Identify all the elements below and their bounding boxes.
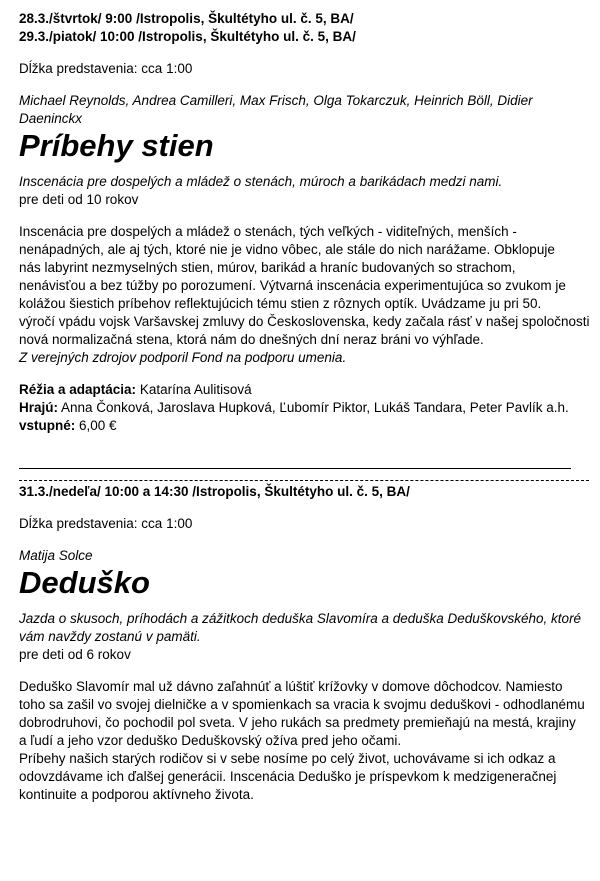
cast-label: Hrajú: — [19, 400, 59, 415]
event1-date-1: 28.3./štvrtok/ 9:00 /Istropolis, Škultétyho ul. č. 5, BA/ — [19, 11, 354, 26]
event2-title: Deduško — [19, 565, 150, 600]
event1-authors-line-1: Michael Reynolds, Andrea Camilleri, Max Frisch, Olga Tokarczuk, Heinrich Böll, Didier — [19, 93, 533, 108]
director-label: Réžia a adaptácia: — [19, 382, 137, 397]
event2-subtitle-line-1: Jazda o skusoch, príhodách a zážitkoch deduška Slavomíra a deduška Deduškovského, ktoré — [19, 611, 582, 626]
event1-price — [19, 417, 579, 435]
event2-date-1: 31.3./nedeľa/ 10:00 a 14:30 /Istropolis, Škultétyho ul. č. 5, BA/ — [19, 484, 410, 499]
program-document — [19, 10, 590, 804]
event2-description-line: Príbehy našich starých rodičov si v sebe nosíme po celý život, uchovávame si ich odkaz a — [19, 751, 556, 766]
event2-age: pre deti od 6 rokov — [19, 647, 131, 662]
event1-description-line: kolážou šiestich príbehov reflektujúcich tému stien z rôznych optík. Uvádzame ju pri 50. — [19, 296, 542, 311]
event1-support-note: Z verejných zdrojov podporil Fond na podporu umenia. — [19, 350, 347, 365]
event1-age: pre deti od 10 rokov — [19, 192, 139, 207]
event2-description — [19, 678, 585, 804]
event1-description — [19, 223, 590, 349]
event1-description-line: Inscenácia pre dospelých a mládež o stenách, tých veľkých - viditeľných, menších - — [19, 224, 517, 239]
event2-description-line: kontinuite a podporou aktívneho života. — [19, 787, 254, 802]
event1-description-line: nová normalizačná stena, ktorá nám do dnešných dní neraz bráni vo výhľade. — [19, 332, 484, 347]
event2-description-line: odovzdávame ich ďalšej generácii. Inscenácia Deduško je príspevkom k medzigeneračnej — [19, 769, 557, 784]
event2-description-line: Deduško Slavomír mal už dávno zaľahnúť a lúštiť krížovky v domove dôchodcov. Namiesto — [19, 679, 563, 694]
event1-description-line: nás labyrint nezmyselných stien, múrov, barikád a hraníc budovaných so strachom, — [19, 260, 516, 275]
event1-description-line: nenápadných, ale aj tých, ktoré nie je vidno vôbec, ale stále do nich narážame. Obklopuje — [19, 242, 555, 257]
event2-description-line: dobrodruhovi, čo pochodil pol sveta. V jeho rukách sa predmety premieňajú na mestá, krajiny — [19, 715, 576, 730]
event1-authors-line-2: Daeninckx — [19, 111, 83, 126]
event2-description-line: a ľudí a jeho vzor deduško Deduškovský ožíva pred jeho očami. — [19, 733, 402, 748]
director-name: Katarína Aulitisová — [136, 382, 252, 397]
event1-date-2: 29.3./piatok/ 10:00 /Istropolis, Škultétyho ul. č. 5, BA/ — [19, 29, 356, 44]
event1-description-line: nenávisťou a bez túžby po porozumení. Výtvarná inscenácia experimentujúca so zvukom je — [19, 278, 566, 293]
event2-description-line: toho sa zašil vo svojej dielničke a v spomienkach sa vracia k svojmu deduškovi - odhodlanému — [19, 697, 585, 712]
event1-subtitle: Inscenácia pre dospelých a mládež o stenách, múroch a barikádach medzi nami. — [19, 174, 503, 189]
event1-description-line: výročí vpádu vojsk Varšavskej zmluvy do Československa, kedy začala rásť v našej spoločnosti — [19, 314, 590, 329]
price-value: 6,00 € — [75, 418, 117, 433]
event2-author: Matija Solce — [19, 548, 93, 563]
event2-subtitle-line-2: vám navždy zostanú v pamäti. — [19, 629, 201, 644]
event2-duration: Dĺžka predstavenia: cca 1:00 — [19, 516, 193, 531]
event1-title: Príbehy stien — [19, 128, 214, 163]
event1-cast — [19, 399, 579, 417]
price-label: vstupné: — [19, 418, 76, 433]
event1-director — [19, 381, 579, 399]
event1-duration: Dĺžka predstavenia: cca 1:00 — [19, 61, 193, 76]
cast-names: Anna Čonková, Jaroslava Hupková, Ľubomír Piktor, Lukáš Tandara, Peter Pavlík a.h. — [58, 400, 569, 415]
